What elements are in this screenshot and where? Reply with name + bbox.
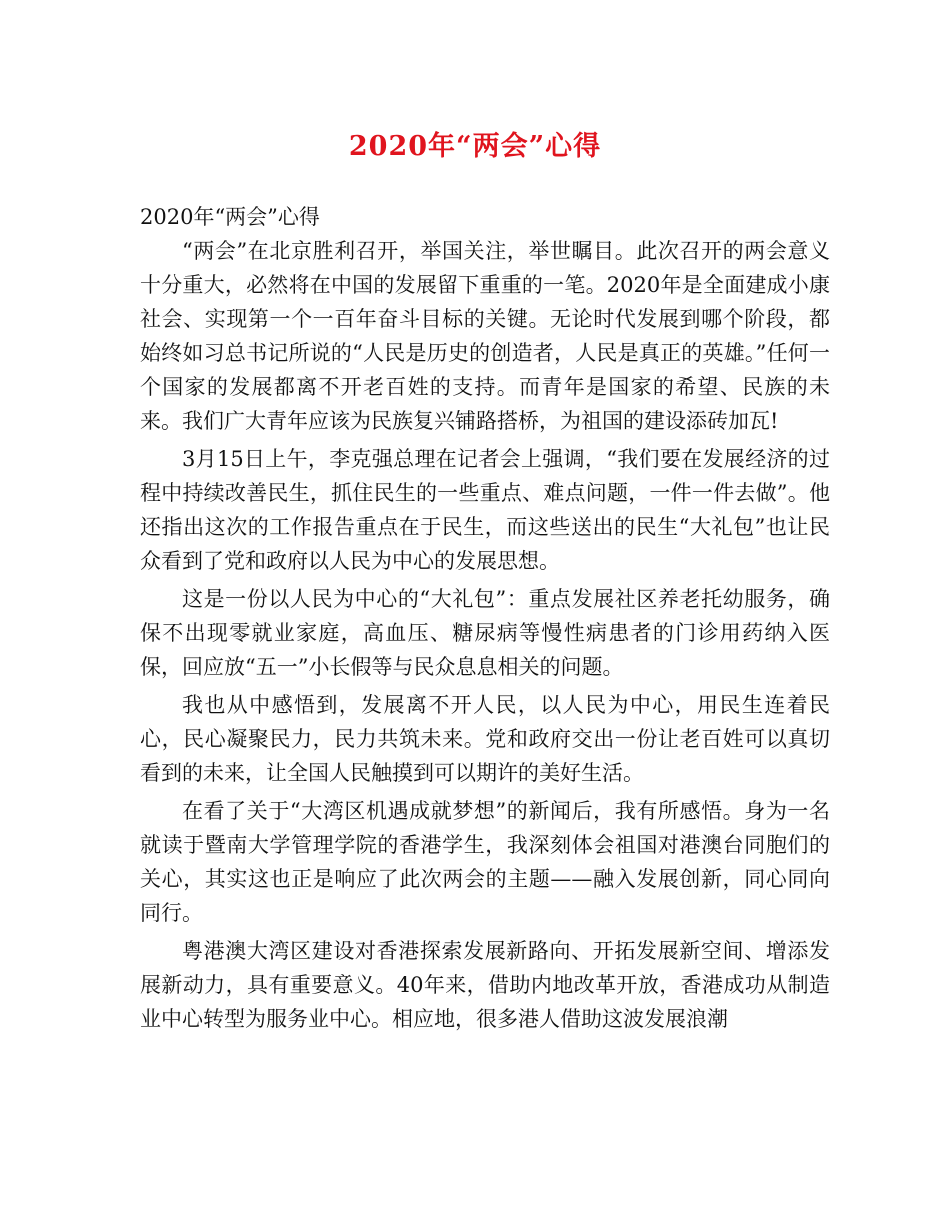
paragraph-4: 我也从中感悟到，发展离不开人民，以人民为中心，用民生连着民心，民心凝聚民力，民力共筑未来。党和政府交出一份让老百姓可以真切看到的未来，让全国人民触摸到可以期许的美好生活。 — [140, 693, 830, 785]
document-body — [140, 200, 830, 1040]
paragraph-6: 粤港澳大湾区建设对香港探索发展新路向、开拓发展新空间、增添发展新动力，具有重要意义。40年来，借助内地改革开放，香港成功从制造业中心转型为服务业中心。相应地，很多港人借助这波发展浪潮 — [140, 939, 830, 1031]
paragraph-2: 3月15日上午，李克强总理在记者会上强调，“我们要在发展经济的过程中持续改善民生，抓住民生的一些重点、难点问题，一件一件去做”。他还指出这次的工作报告重点在于民生，而这些送出的民生“大礼包”也让民众看到了党和政府以人民为中心的发展思想。 — [140, 447, 830, 573]
paragraph-5: 在看了关于“大湾区机遇成就梦想”的新闻后，我有所感悟。身为一名就读于暨南大学管理学院的香港学生，我深刻体会祖国对港澳台同胞们的关心，其实这也正是响应了此次两会的主题——融入发展创新，同心同向同行。 — [140, 799, 830, 925]
paragraph-3: 这是一份以人民为中心的“大礼包”：重点发展社区养老托幼服务，确保不出现零就业家庭，高血压、糖尿病等慢性病患者的门诊用药纳入医保，回应放“五一”小长假等与民众息息相关的问题。 — [140, 587, 830, 679]
document-title: 2020年“两会”心得 — [348, 131, 602, 162]
document-subtitle: 2020年“两会”心得 — [140, 205, 320, 229]
paragraph-1: “两会”在北京胜利召开，举国关注，举世瞩目。此次召开的两会意义十分重大，必然将在中国的发展留下重重的一笔。2020年是全面建成小康社会、实现第一个一百年奋斗目标的关键。无论时代发展到哪个阶段，都始终如习总书记所说的“人民是历史的创造者，人民是真正的英雄。”任何一个国家的发展都离不开老百姓的支持。而青年是国家的希望、民族的未来。我们广大青年应该为民族复兴铺路搭桥，为祖国的建设添砖加瓦! — [140, 239, 830, 433]
